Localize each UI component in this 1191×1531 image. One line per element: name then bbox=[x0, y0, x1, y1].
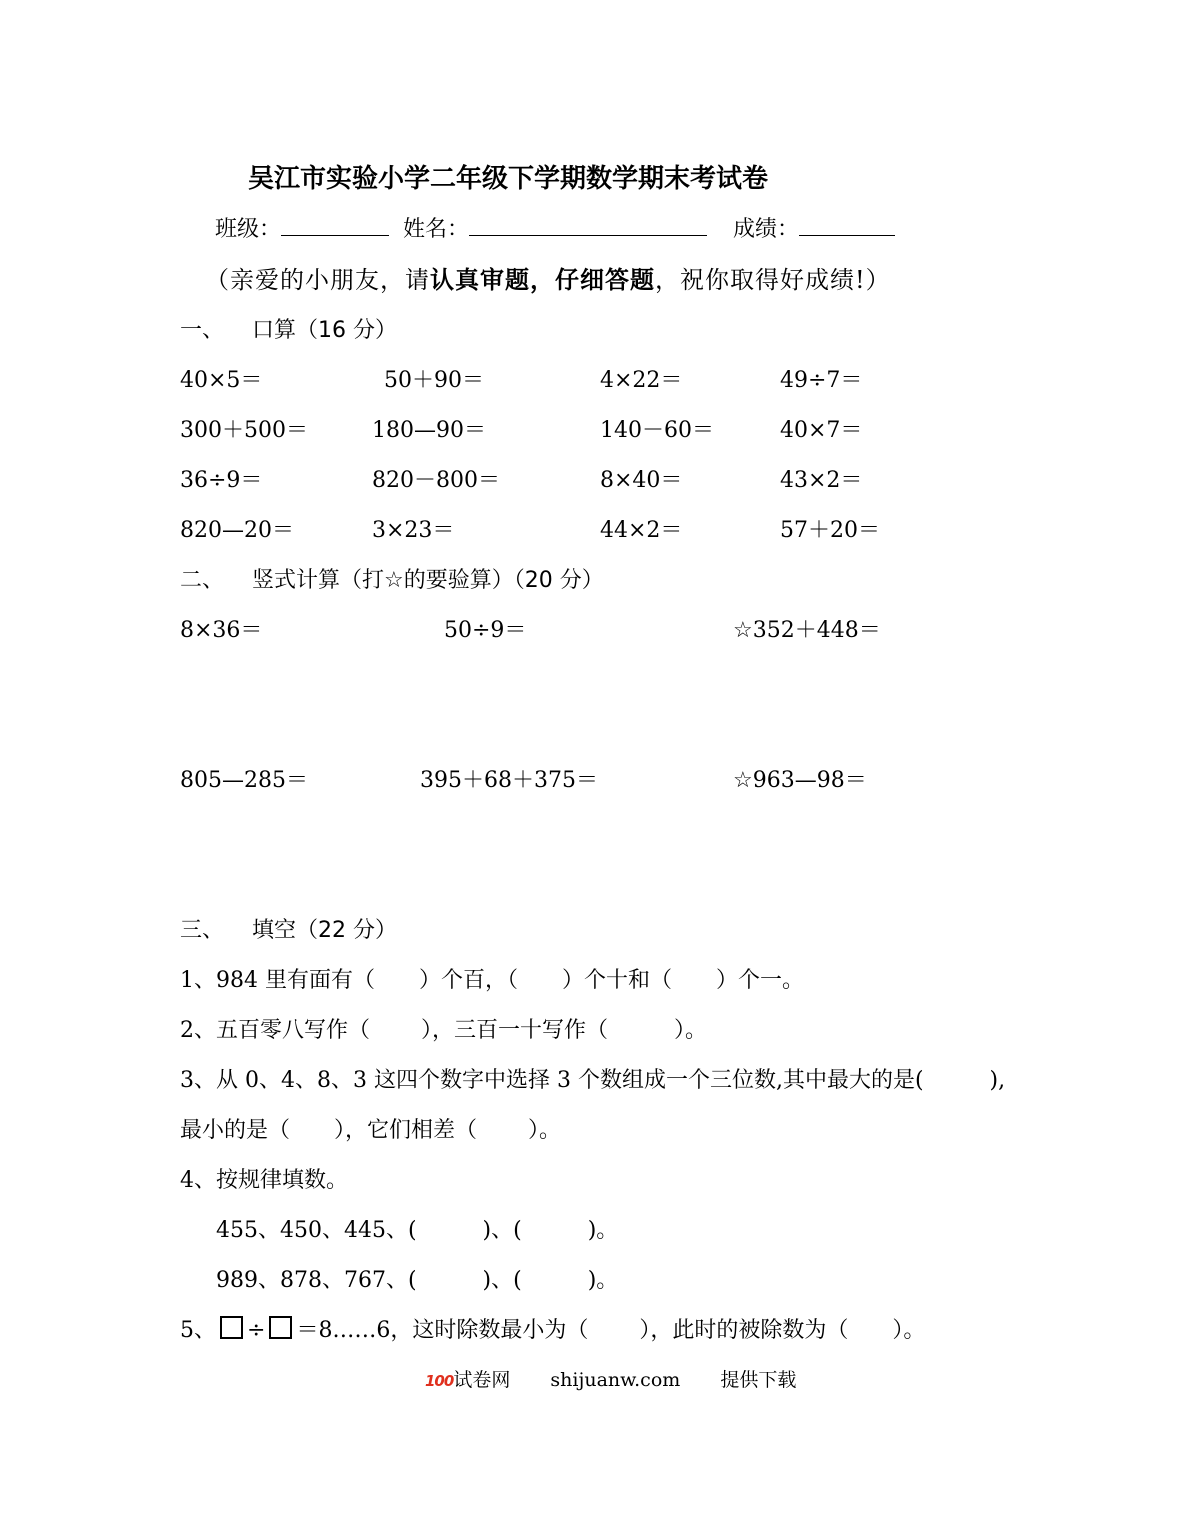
oral-problem: 300＋500＝ bbox=[180, 418, 308, 443]
fill-question-3: 3、从 0、4、8、3 这四个数字中选择 3 个数组成一个三位数,其中最大的是( ), bbox=[180, 1068, 1006, 1093]
q5-prefix: 5、 bbox=[180, 1318, 216, 1343]
fill-question-4: 4、按规律填数。 bbox=[180, 1168, 348, 1193]
vertical-problem: ☆963—98＝ bbox=[733, 768, 867, 793]
section-3-number: 三、 bbox=[180, 918, 225, 943]
greeting bbox=[205, 260, 891, 295]
sequence-1: 455、450、445、( )、( )。 bbox=[216, 1218, 619, 1243]
site-logo: 100 bbox=[425, 1372, 454, 1390]
footer bbox=[425, 1365, 796, 1392]
oral-problem: 50＋90＝ bbox=[384, 368, 484, 393]
vertical-problem: 50÷9＝ bbox=[444, 618, 527, 643]
greeting-text-1: （亲爱的小朋友，请 bbox=[205, 266, 430, 294]
oral-problem: 44×2＝ bbox=[600, 518, 683, 543]
oral-problem: 820－800＝ bbox=[372, 468, 500, 493]
section-2-title: 竖式计算（打☆的要验算）（20 分） bbox=[252, 568, 604, 593]
score-label: 成绩： bbox=[733, 217, 800, 242]
divisor-box[interactable] bbox=[269, 1316, 292, 1339]
oral-problem: 40×7＝ bbox=[780, 418, 863, 443]
section-3-heading bbox=[180, 913, 397, 944]
greeting-bold: 认真审题，仔细答题 bbox=[430, 266, 655, 294]
name-label: 姓名： bbox=[403, 217, 470, 242]
dividend-box[interactable] bbox=[220, 1316, 243, 1339]
oral-problem: 140－60＝ bbox=[600, 418, 714, 443]
oral-problem: 49÷7＝ bbox=[780, 368, 863, 393]
site-name: 试卷网 bbox=[453, 1369, 511, 1391]
section-1-title: 口算（16 分） bbox=[252, 318, 397, 343]
site-domain: shijuanw.com bbox=[550, 1369, 681, 1391]
divide-sign: ÷ bbox=[247, 1318, 266, 1343]
oral-problem: 43×2＝ bbox=[780, 468, 863, 493]
fill-question-1: 1、984 里有面有（ ）个百，（ ）个十和（ ）个一。 bbox=[180, 968, 804, 993]
page-title: 吴江市实验小学二年级下学期数学期末考试卷 bbox=[248, 164, 769, 194]
footer-note: 提供下载 bbox=[720, 1369, 797, 1391]
q5-rest: ＝8……6，这时除数最小为（ ），此时的被除数为（ ）。 bbox=[296, 1318, 926, 1343]
oral-problem: 36÷9＝ bbox=[180, 468, 263, 493]
fill-question-5 bbox=[180, 1313, 925, 1344]
greeting-text-2: ，祝你取得好成绩!） bbox=[655, 266, 891, 294]
fill-question-2: 2、五百零八写作（ ），三百一十写作（ ）。 bbox=[180, 1018, 707, 1043]
student-info-row bbox=[215, 212, 895, 243]
vertical-problem: 805—285＝ bbox=[180, 768, 308, 793]
section-3-title: 填空（22 分） bbox=[252, 918, 397, 943]
sequence-2: 989、878、767、( )、( )。 bbox=[216, 1268, 619, 1293]
section-1-heading bbox=[180, 313, 397, 344]
oral-problem: 820—20＝ bbox=[180, 518, 294, 543]
oral-problem: 40×5＝ bbox=[180, 368, 263, 393]
oral-problem: 180—90＝ bbox=[372, 418, 486, 443]
vertical-problem: 8×36＝ bbox=[180, 618, 263, 643]
vertical-problem: ☆352＋448＝ bbox=[733, 618, 881, 643]
score-blank[interactable] bbox=[799, 217, 895, 236]
class-label: 班级： bbox=[215, 217, 282, 242]
oral-problem: 4×22＝ bbox=[600, 368, 683, 393]
section-2-number: 二、 bbox=[180, 568, 225, 593]
vertical-problem: 395＋68＋375＝ bbox=[420, 768, 598, 793]
class-blank[interactable] bbox=[281, 217, 389, 236]
section-1-number: 一、 bbox=[180, 318, 225, 343]
section-2-heading bbox=[180, 563, 604, 594]
oral-problem: 57＋20＝ bbox=[780, 518, 880, 543]
oral-problem: 3×23＝ bbox=[372, 518, 455, 543]
oral-problem: 8×40＝ bbox=[600, 468, 683, 493]
fill-question-3-continued: 最小的是（ ），它们相差（ ）。 bbox=[180, 1118, 561, 1143]
name-blank[interactable] bbox=[469, 217, 707, 236]
